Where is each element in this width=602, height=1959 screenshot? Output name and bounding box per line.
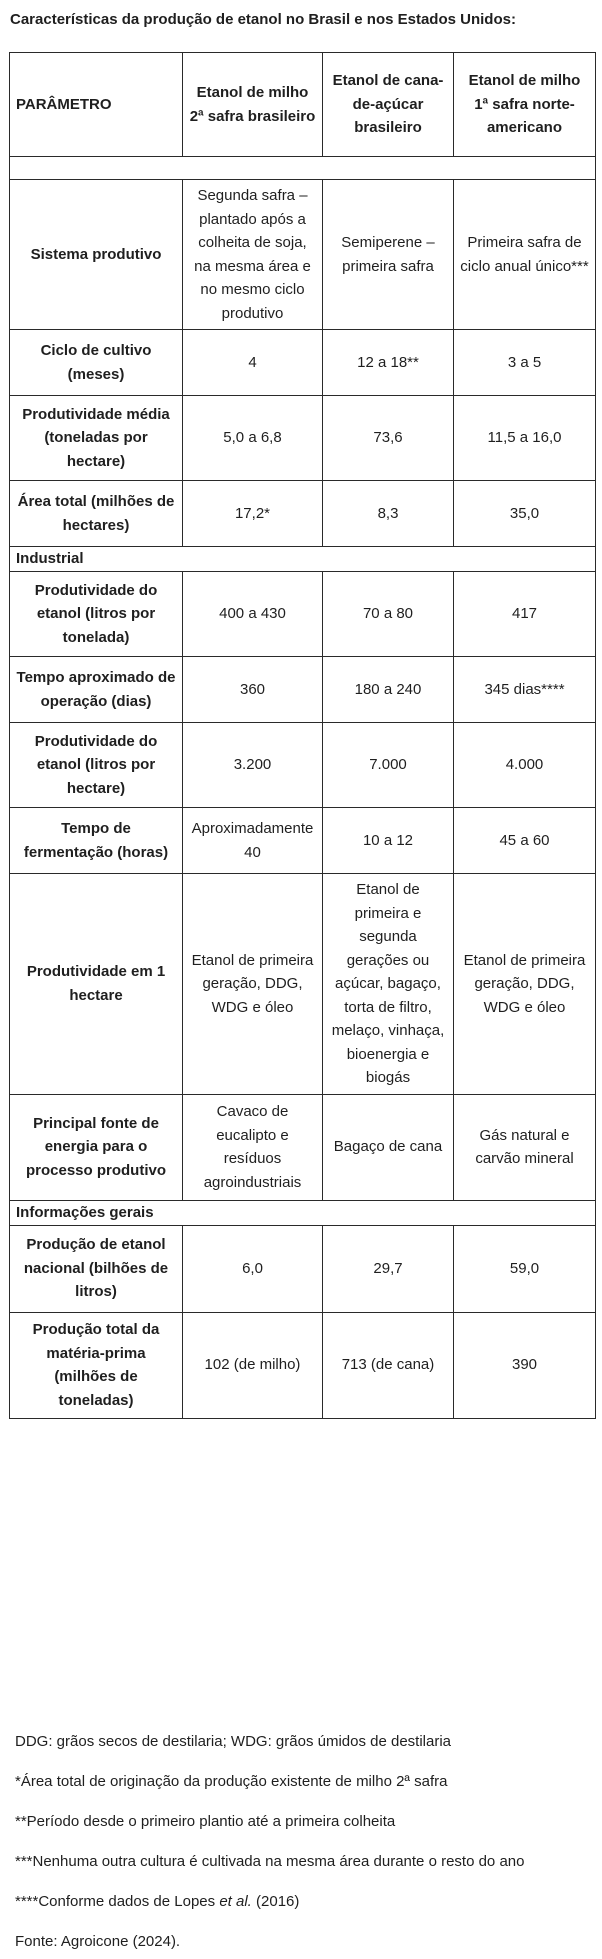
row-value-col1: 400 a 430 [183,572,323,657]
header-row [10,53,596,157]
header-col1: Etanol de milho 2ª safra brasileiro [183,53,323,157]
ethanol-comparison-table [9,52,596,1419]
row-value-col3: 11,5 a 16,0 [454,396,596,481]
row-value-col3: Etanol de primeira geração, DDG, WDG e óleo [454,874,596,1095]
row-value-col3: 417 [454,572,596,657]
section-row-general [10,1200,596,1225]
row-param: Tempo de fermentação (horas) [10,808,183,874]
row-value-col2: Semiperene – primeira safra [323,180,454,330]
row-value-col2: 180 a 240 [323,657,454,723]
row-value-col2: 29,7 [323,1225,454,1312]
row-value-col2: 713 (de cana) [323,1312,454,1418]
table-row [10,657,596,723]
row-value-col1: Etanol de primeira geração, DDG, WDG e óleo [183,874,323,1095]
row-param: Produtividade em 1 hectare [10,874,183,1095]
row-param: Ciclo de cultivo (meses) [10,330,183,396]
row-param: Sistema produtivo [10,180,183,330]
row-value-col2: Etanol de primeira e segunda gerações ou açúcar, bagaço, torta de filtro, melaço, vinhaça, bioenergia e biogás [323,874,454,1095]
row-value-col3: 35,0 [454,481,596,547]
row-value-col3: 45 a 60 [454,808,596,874]
table-row [10,874,596,1095]
footnote-2: **Período desde o primeiro plantio até a primeira colheita [15,1813,396,1830]
table-row [10,481,596,547]
table-row [10,396,596,481]
row-value-col3: 390 [454,1312,596,1418]
footnote-4 [15,1892,595,1912]
row-value-col3: Primeira safra de ciclo anual único*** [454,180,596,330]
row-param: Produção de etanol nacional (bilhões de litros) [10,1225,183,1312]
row-value-col3: 345 dias**** [454,657,596,723]
row-value-col1: 5,0 a 6,8 [183,396,323,481]
row-value-col1: 3.200 [183,723,323,808]
row-param: Produção total da matéria-prima (milhões de toneladas) [10,1312,183,1418]
row-param: Tempo aproximado de operação (dias) [10,657,183,723]
page-title: Características da produção de etanol no Brasil e nos Estados Unidos: [10,11,516,28]
section-label-general: Informações gerais [10,1200,596,1225]
row-value-col1: Aproximadamente 40 [183,808,323,874]
table-row [10,1094,596,1200]
row-value-col2: 12 a 18** [323,330,454,396]
footnotes [15,1732,595,1952]
table-row [10,1312,596,1418]
row-value-col1: Cavaco de eucalipto e resíduos agroindustriais [183,1094,323,1200]
footnote-abbreviations: DDG: grãos secos de destilaria; WDG: grãos úmidos de destilaria [15,1733,452,1750]
row-value-col1: 4 [183,330,323,396]
row-value-col2: 73,6 [323,396,454,481]
source-note: Fonte: Agroicone (2024). [15,1933,181,1950]
table-row [10,330,596,396]
section-label-industrial: Industrial [10,547,596,572]
header-param: PARÂMETRO [10,53,183,157]
section-row-industrial [10,547,596,572]
footnote-4-text: ****Conforme dados de Lopes [15,1893,220,1910]
footnote-1: *Área total de originação da produção existente de milho 2ª safra [15,1773,448,1790]
row-param: Principal fonte de energia para o processo produtivo [10,1094,183,1200]
footnote-4-year: (2016) [251,1893,300,1910]
header-col3: Etanol de milho 1ª safra norte-americano [454,53,596,157]
row-param: Produtividade do etanol (litros por hectare) [10,723,183,808]
row-param: Produtividade média (toneladas por hectare) [10,396,183,481]
row-param: Produtividade do etanol (litros por tonelada) [10,572,183,657]
table-row [10,723,596,808]
footnote-3: ***Nenhuma outra cultura é cultivada na mesma área durante o resto do ano [15,1853,525,1870]
row-value-col3: 4.000 [454,723,596,808]
row-value-col2: 8,3 [323,481,454,547]
row-value-col3: Gás natural e carvão mineral [454,1094,596,1200]
table-row [10,572,596,657]
row-value-col1: Segunda safra – plantado após a colheita de soja, na mesma área e no mesmo ciclo produtivo [183,180,323,330]
row-value-col2: 70 a 80 [323,572,454,657]
row-value-col1: 6,0 [183,1225,323,1312]
row-value-col3: 59,0 [454,1225,596,1312]
footnote-4-etal: et al. [219,1893,252,1910]
row-value-col1: 102 (de milho) [183,1312,323,1418]
row-value-col2: 10 a 12 [323,808,454,874]
row-value-col2: 7.000 [323,723,454,808]
row-value-col2: Bagaço de cana [323,1094,454,1200]
empty-section-cell [10,157,596,180]
empty-section-row [10,157,596,180]
row-value-col1: 17,2* [183,481,323,547]
table-row [10,1225,596,1312]
table-row [10,808,596,874]
table-row [10,180,596,330]
row-value-col3: 3 a 5 [454,330,596,396]
header-col2: Etanol de cana-de-açúcar brasileiro [323,53,454,157]
row-value-col1: 360 [183,657,323,723]
row-param: Área total (milhões de hectares) [10,481,183,547]
